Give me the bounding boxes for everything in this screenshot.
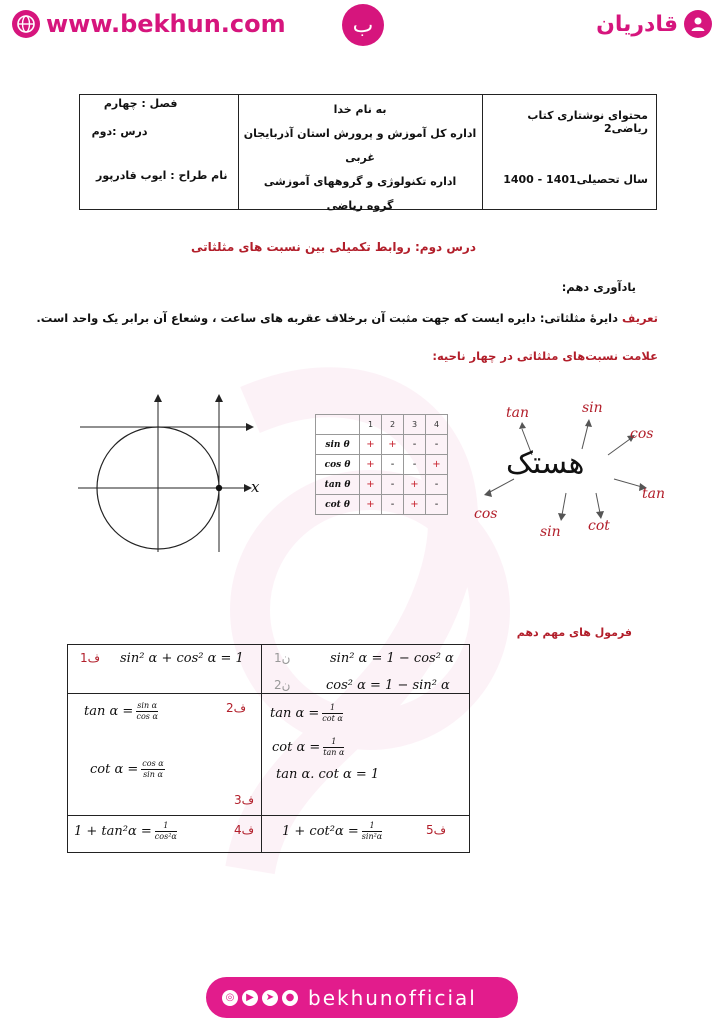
formula-f3: cot α = $\frac{\text{cos α}}{\text{sin α}}$ [90, 759, 164, 779]
formula-label-f5: ف5 [426, 823, 447, 837]
signs-heading: علامت نسبت‌های مثلثاتی در چهار ناحیه: [432, 349, 658, 363]
formula-n2: cos² α = 1 − sin² α [326, 678, 450, 693]
unit-circle-figure [74, 390, 264, 558]
y-axis-arrow [154, 394, 162, 402]
formulas-table [67, 644, 470, 853]
formula-n1: sin² α = 1 − cos² α [330, 651, 454, 666]
sign-row-cot: cot θ + - + - [316, 495, 448, 515]
x-axis-label: x [251, 478, 260, 496]
mnemonic-cos-2: cos [474, 506, 498, 522]
book-title: محتوای نوشتاری کتاب ریاضی2 [527, 109, 648, 135]
definition-text: دایرۀ مثلثاتی: دایره ایست که جهت مثبت آن برخلاف عقربه های ساعت ، وشعاع آن برابر یک واحد است. [36, 311, 623, 325]
info-cell-lesson [80, 95, 238, 209]
formula-label-f1: ف1 [80, 651, 101, 665]
info-cell-office [238, 95, 482, 212]
formula-label-n2: ن2 [274, 678, 291, 692]
youtube-icon[interactable]: ▶ [242, 990, 258, 1006]
formula-label-n1: ن1 [274, 651, 291, 665]
math-group: گروه ریاضی [326, 199, 394, 212]
formulas-heading: فرمول های مهم دهم [516, 626, 632, 639]
formula-f4: 1 + tan²α = $\frac{1}{\text{cos²α}}$ [74, 821, 177, 841]
formula-f1: sin² α + cos² α = 1 [120, 651, 244, 666]
definition-label: تعریف [622, 311, 658, 325]
info-cell-course [482, 95, 656, 209]
formula-f5: 1 + cot²α = $\frac{1}{\text{sin²α}}$ [282, 821, 383, 841]
cotangent-axis-arrow [246, 423, 254, 431]
mnemonic-center: هستک [506, 446, 585, 481]
top-bar [0, 0, 724, 52]
mnemonic-tan-1: tan [506, 405, 529, 421]
footer-bar [206, 977, 518, 1018]
sign-row-sin: sin θ + + - - [316, 435, 448, 455]
school-year: سال تحصیلی1401 - 1400 [503, 173, 648, 186]
tangent-axis-arrow [215, 394, 223, 402]
mnemonic-cos-1: cos [630, 426, 654, 442]
reminder-heading: یادآوری دهم: [561, 280, 636, 294]
quadrant-2: 2 [382, 415, 404, 435]
sign-row-cos: cos θ + - - + [316, 455, 448, 475]
formula-tan-cot-product: tan α. cot α = 1 [276, 767, 380, 782]
user-icon [684, 10, 712, 38]
instagram-icon[interactable]: ◎ [222, 990, 238, 1006]
tech-dept: اداره تکنولوژی و گروههای آموزشی [263, 175, 457, 188]
sign-table [315, 414, 448, 515]
formula-f2: tan α = $\frac{\text{sin α}}{\text{cos α}}$ [84, 701, 158, 721]
lesson-title: درس دوم: روابط تکمیلی بین نسبت های مثلثاتی [190, 240, 476, 254]
formula-tan-reciprocal: tan α = $\frac{1}{\text{cot α}}$ [270, 703, 343, 723]
sign-table-header [316, 415, 448, 435]
origin-point [216, 485, 222, 491]
site-link[interactable] [12, 10, 286, 38]
formula-cot-reciprocal: cot α = $\frac{1}{\text{tan α}}$ [272, 737, 345, 757]
formula-label-f3: ف3 [234, 793, 255, 807]
brand-logo[interactable]: ب [342, 4, 384, 46]
formula-label-f2: ف2 [226, 701, 247, 715]
basmala: به نام خدا [333, 103, 387, 116]
formula-label-f4: ف4 [234, 823, 255, 837]
site-url: www.bekhun.com [46, 10, 286, 38]
mnemonic-sin-2: sin [540, 524, 561, 540]
sign-row-tan: tan θ + - + - [316, 475, 448, 495]
quadrant-3: 3 [404, 415, 426, 435]
author-badge[interactable] [596, 10, 712, 38]
chapter: فصل : چهارم [103, 97, 178, 110]
office-name: اداره کل آموزش و پرورش استان آذربایجان غربی [243, 127, 477, 164]
info-table [79, 94, 657, 210]
author-name: قادریان [596, 11, 678, 37]
aparat-icon[interactable]: ● [282, 990, 298, 1006]
quadrant-4: 4 [426, 415, 448, 435]
globe-icon [12, 10, 40, 38]
mnemonic-sin-1: sin [582, 400, 603, 416]
mnemonic-tan-2: tan [642, 486, 665, 502]
mnemonic-cot: cot [588, 518, 610, 534]
telegram-icon[interactable]: ➤ [262, 990, 278, 1006]
lesson-number: درس :دوم [91, 125, 148, 138]
social-handle: bekhunofficial [308, 985, 477, 1010]
designer: نام طراح : ایوب قادرپور [96, 169, 228, 182]
definition [36, 311, 658, 325]
quadrant-1: 1 [360, 415, 382, 435]
